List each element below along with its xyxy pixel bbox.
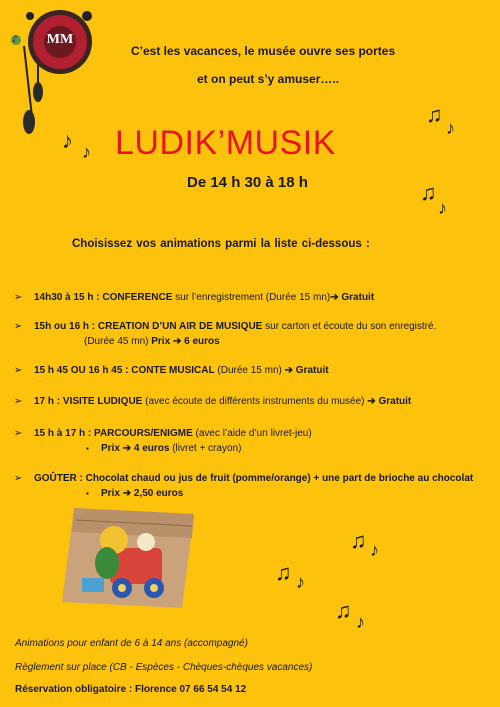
arrow-bullet-icon: ➢: [14, 396, 23, 407]
choose-label: Choisissez vos animations parmi la liste ci-dessous :: [72, 238, 370, 250]
item-price: Gratuit: [338, 292, 375, 303]
item-detail: [101, 441, 241, 456]
music-note-icon: ♪: [62, 128, 73, 153]
arrow-right-icon: ➔: [122, 443, 132, 454]
music-note-icon: ♪: [296, 572, 305, 592]
item-title: 17 h : VISITE LUDIQUE: [34, 396, 143, 407]
arrow-bullet-icon: ➢: [14, 473, 23, 484]
item-title: 15 h 45 OU 16 h 45 : CONTE MUSICAL: [34, 365, 215, 376]
price-label: Prix: [101, 488, 120, 499]
arrow-right-icon: ➔: [284, 365, 294, 376]
item-price: 2,50 euros: [131, 488, 184, 499]
item-text: (avec écoute de différents instruments du musée): [142, 396, 368, 407]
arrow-bullet-icon: ➢: [14, 321, 23, 332]
music-note-icon: ♪: [356, 612, 365, 632]
arrow-right-icon: ➔: [367, 396, 376, 407]
music-note-icon: ♪: [370, 540, 379, 560]
item-price: Gratuit: [375, 396, 412, 407]
reservation-info: Réservation obligatoire : Florence 07 66 54 54 12: [15, 684, 247, 695]
museum-logo: [2, 2, 112, 152]
arrow-right-icon: ➔: [330, 292, 339, 303]
item-price: Gratuit: [293, 365, 329, 376]
item-detail: [101, 486, 183, 501]
music-note-icon: ♫: [275, 560, 292, 585]
price-label: Prix: [151, 336, 171, 347]
item-price: 6 euros: [181, 336, 220, 347]
item-text: sur l’enregistrement (Durée 15 mn): [172, 292, 331, 303]
item-text: (avec l’aide d’un livret-jeu): [192, 428, 312, 439]
arrow-bullet-icon: ➢: [14, 428, 23, 439]
item-text: (livret + crayon): [169, 443, 242, 454]
square-bullet-icon: ▪: [86, 489, 89, 498]
music-note-icon: ♪: [446, 118, 455, 138]
music-box-toy-image: [62, 508, 194, 608]
arrow-right-icon: ➔: [172, 336, 182, 347]
item-title: 15 h à 17 h : PARCOURS/ENIGME: [34, 428, 193, 439]
age-info: Animations pour enfant de 6 à 14 ans (accompagné): [15, 638, 248, 649]
music-note-icon: ♫: [420, 180, 437, 205]
intro-line-1: C’est les vacances, le musée ouvre ses portes: [131, 44, 396, 58]
museum-logo-graphic: [2, 2, 112, 152]
arrow-bullet-icon: ➢: [14, 292, 23, 303]
music-note-icon: ♫: [350, 528, 367, 553]
arrow-right-icon: ➔: [122, 488, 132, 499]
payment-info: Règlement sur place (CB - Espèces - Chèques-chèques vacances): [15, 662, 313, 673]
item-title: 15h ou 16 h : CREATION D’UN AIR DE MUSIQUE: [34, 321, 263, 332]
music-box-photo: [62, 508, 194, 608]
intro-line-2: et on peut s’y amuser…..: [197, 72, 340, 86]
logo-note: ♪: [12, 35, 18, 45]
event-hours: De 14 h 30 à 18 h: [187, 174, 308, 191]
item-duration: (Durée 45 mn): [84, 336, 152, 347]
music-note-icon: ♫: [335, 598, 352, 623]
square-bullet-icon: ▪: [86, 444, 89, 453]
music-note-icon: ♪: [438, 198, 447, 218]
logo-text: MM: [46, 32, 74, 47]
item-title: 14h30 à 15 h : CONFERENCE: [34, 292, 173, 303]
item-text: (Durée 15 mn): [214, 365, 285, 376]
arrow-bullet-icon: ➢: [14, 365, 23, 376]
music-note-icon: ♪: [82, 142, 91, 162]
item-detail: [84, 334, 220, 349]
item-text: sur carton et écoute du son enregistré.: [262, 321, 437, 332]
event-title: LUDIK’MUSIK: [115, 124, 336, 162]
item-price: 4 euros: [131, 443, 170, 454]
price-label: Prix: [101, 443, 120, 454]
item-title: GOÛTER : Chocolat chaud ou jus de fruit (pomme/orange) + une part de brioche au chocolat: [34, 473, 474, 484]
music-note-icon: ♫: [426, 102, 443, 127]
